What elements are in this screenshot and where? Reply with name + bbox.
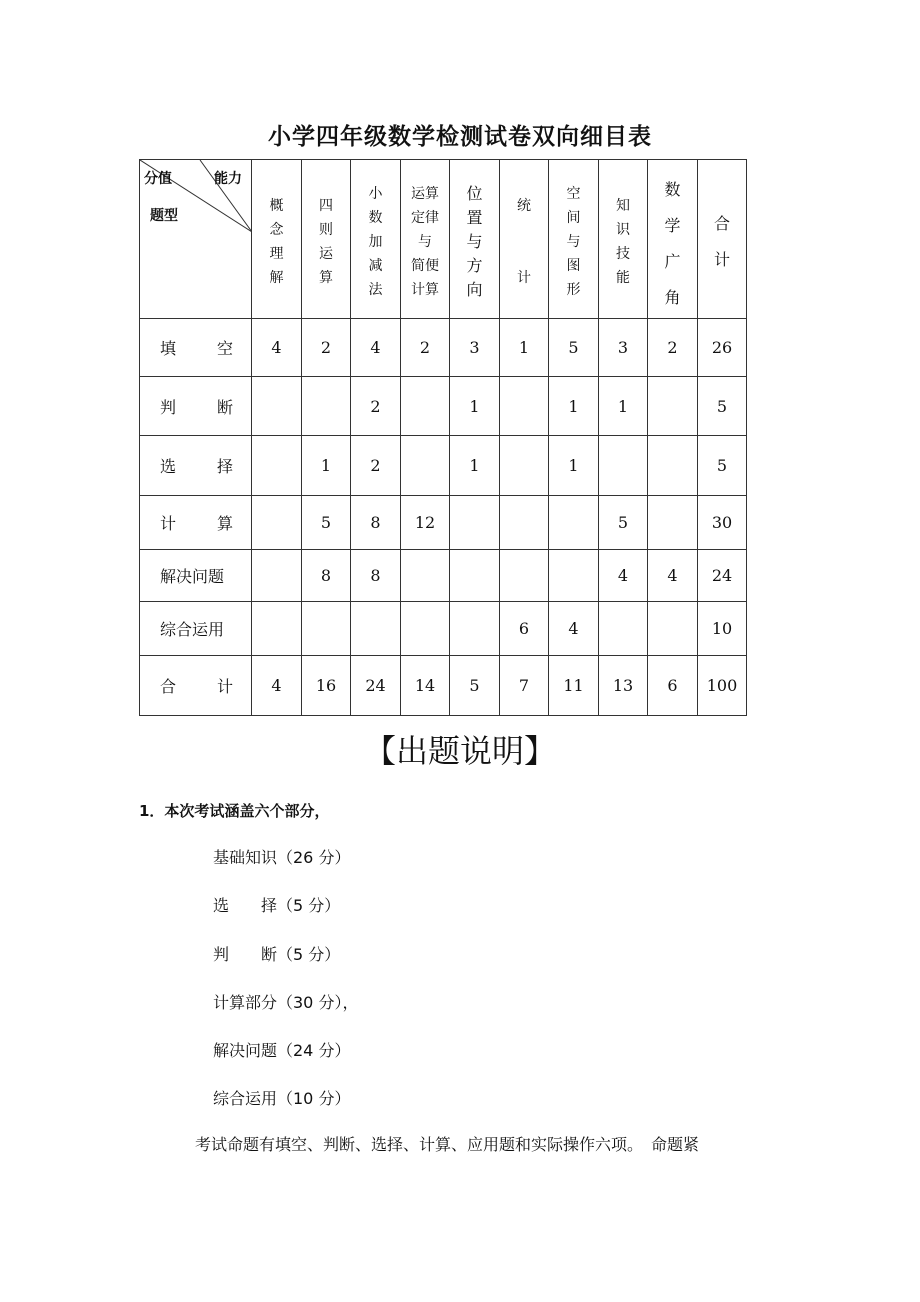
table-cell: 100 — [698, 656, 747, 716]
table-cell — [599, 602, 648, 656]
table-cell: 1 — [302, 436, 351, 496]
header-row — [140, 160, 747, 319]
table-cell — [252, 550, 302, 602]
table-cell: 11 — [549, 656, 599, 716]
column-header-text: 计算 — [411, 282, 439, 298]
row-label-text: 填 空 — [160, 339, 233, 358]
table-cell: 24 — [698, 550, 747, 602]
column-header-text: 统 — [517, 198, 531, 214]
column-header — [252, 160, 302, 319]
column-header-text: 与 — [418, 234, 432, 250]
table-cell — [648, 377, 698, 436]
table-cell: 7 — [500, 656, 549, 716]
list-item: 基础知识（26 分） — [213, 848, 351, 867]
column-header-text: 空 — [566, 186, 581, 202]
column-header-text: 数 — [664, 180, 681, 199]
table-cell — [648, 496, 698, 550]
table-cell — [549, 496, 599, 550]
table-row — [140, 436, 747, 496]
table-cell — [401, 550, 450, 602]
column-header-text: 四 — [319, 198, 333, 214]
column-header-text: 理 — [269, 246, 284, 262]
table-cell — [599, 436, 648, 496]
specification-table — [139, 159, 747, 716]
column-header-text: 概 — [269, 198, 284, 214]
table-cell: 24 — [351, 656, 401, 716]
list-item: 判 断（5 分） — [213, 944, 341, 964]
description-paragraph: 考试命题有填空、判断、选择、计算、应用题和实际操作六项。 命题紧 — [195, 1135, 700, 1154]
table-cell — [500, 436, 549, 496]
row-label — [140, 656, 252, 716]
column-header-text: 计 — [713, 250, 730, 269]
column-header-text: 计 — [517, 270, 531, 286]
table-cell: 8 — [302, 550, 351, 602]
column-header-text: 念 — [269, 222, 284, 238]
table-cell: 16 — [302, 656, 351, 716]
table-cell — [401, 436, 450, 496]
table-cell: 2 — [351, 436, 401, 496]
row-label — [140, 377, 252, 436]
table-row — [140, 377, 747, 436]
table-cell — [450, 496, 500, 550]
column-header-text: 置 — [466, 208, 483, 227]
column-header — [351, 160, 401, 319]
column-header-text: 法 — [368, 282, 383, 298]
row-label — [140, 602, 252, 656]
column-header-text: 识 — [616, 222, 630, 238]
table-cell: 1 — [599, 377, 648, 436]
table-cell: 13 — [599, 656, 648, 716]
column-header — [302, 160, 351, 319]
table-cell: 6 — [500, 602, 549, 656]
column-header-text: 运算 — [411, 186, 439, 202]
column-header-text: 角 — [664, 288, 681, 307]
column-header-text: 向 — [466, 280, 483, 299]
column-header-text: 形 — [566, 282, 581, 298]
point-1-heading: 1．本次考试涵盖六个部分， — [139, 802, 330, 820]
section-list — [213, 846, 358, 1136]
table-cell — [500, 496, 549, 550]
table-cell: 3 — [450, 319, 500, 377]
table-cell: 5 — [698, 377, 747, 436]
column-header-text: 简便 — [411, 258, 439, 274]
column-header-text: 加 — [368, 234, 383, 250]
row-label-text: 合 计 — [160, 677, 233, 696]
column-header-text: 小 — [368, 186, 383, 202]
list-item: 综合运用（10 分） — [213, 1089, 351, 1109]
table-cell — [302, 602, 351, 656]
list-item: 计算部分（30 分）， — [213, 992, 359, 1012]
column-header-text: 方 — [466, 256, 483, 275]
table-row — [140, 656, 747, 716]
table-cell: 5 — [698, 436, 747, 496]
table-cell — [401, 602, 450, 656]
column-header-text: 间 — [566, 210, 581, 226]
row-label-text: 解决问题 — [160, 567, 225, 586]
row-label-text: 综合运用 — [160, 620, 225, 639]
row-label — [140, 436, 252, 496]
corner-label-question-type: 题型 — [150, 208, 178, 224]
table-cell — [302, 377, 351, 436]
table-cell: 4 — [252, 319, 302, 377]
table-cell — [549, 550, 599, 602]
column-header — [549, 160, 599, 319]
table-cell — [252, 602, 302, 656]
list-item: 选 择（5 分） — [213, 896, 341, 916]
corner-label-score: 分值 — [144, 171, 172, 187]
column-header — [648, 160, 698, 319]
column-header-text: 则 — [319, 222, 333, 238]
table-cell: 8 — [351, 550, 401, 602]
table-cell — [500, 550, 549, 602]
column-header — [698, 160, 747, 319]
table-cell: 4 — [599, 550, 648, 602]
table-row — [140, 550, 747, 602]
table-row — [140, 602, 747, 656]
table-cell: 4 — [351, 319, 401, 377]
table-row — [140, 319, 747, 377]
column-header-text: 算 — [319, 270, 333, 286]
row-label-text: 判 断 — [160, 397, 233, 417]
column-header-text: 学 — [664, 216, 681, 235]
row-label-text: 选 择 — [160, 457, 233, 476]
column-header-text: 广 — [664, 252, 681, 271]
table-cell — [648, 436, 698, 496]
table-cell: 5 — [599, 496, 648, 550]
column-header — [401, 160, 450, 319]
column-header-text: 位 — [466, 184, 483, 203]
column-header — [599, 160, 648, 319]
table-cell: 30 — [698, 496, 747, 550]
row-label — [140, 550, 252, 602]
row-label-text: 计 算 — [160, 514, 233, 533]
table-cell: 5 — [549, 319, 599, 377]
column-header-text: 能 — [616, 270, 630, 286]
table-row — [140, 496, 747, 550]
table-cell: 6 — [648, 656, 698, 716]
table-cell: 5 — [450, 656, 500, 716]
section-title: 【出题说明】 — [363, 732, 556, 770]
row-label — [140, 319, 252, 377]
corner-label-ability: 能力 — [214, 171, 242, 187]
table-cell — [252, 436, 302, 496]
table-cell: 4 — [252, 656, 302, 716]
column-header — [450, 160, 500, 319]
table-cell: 4 — [549, 602, 599, 656]
column-header-text: 图 — [566, 258, 581, 274]
table-cell: 4 — [648, 550, 698, 602]
table-cell: 10 — [698, 602, 747, 656]
column-header-text: 与 — [566, 234, 581, 250]
column-header-text: 数 — [368, 210, 383, 226]
list-item: 解决问题（24 分） — [213, 1041, 351, 1061]
column-header-text: 与 — [466, 232, 483, 251]
column-header-text: 技 — [616, 246, 630, 262]
table-cell — [252, 377, 302, 436]
table-cell — [252, 496, 302, 550]
row-label — [140, 496, 252, 550]
column-header-text: 解 — [269, 270, 284, 286]
table-cell: 1 — [549, 377, 599, 436]
table-cell: 2 — [302, 319, 351, 377]
table-cell: 1 — [450, 377, 500, 436]
column-header-text: 减 — [368, 258, 383, 274]
table-cell: 8 — [351, 496, 401, 550]
table-cell: 2 — [648, 319, 698, 377]
table-cell: 2 — [351, 377, 401, 436]
column-header-text: 运 — [319, 246, 333, 262]
table-cell — [500, 377, 549, 436]
table-cell: 1 — [500, 319, 549, 377]
table-cell: 1 — [549, 436, 599, 496]
document-title: 小学四年级数学检测试卷双向细目表 — [268, 124, 652, 150]
table-cell: 5 — [302, 496, 351, 550]
table-cell: 3 — [599, 319, 648, 377]
column-header — [500, 160, 549, 319]
table-cell: 26 — [698, 319, 747, 377]
column-header-text: 合 — [713, 214, 730, 233]
table-cell: 12 — [401, 496, 450, 550]
table-cell: 2 — [401, 319, 450, 377]
table-cell — [450, 602, 500, 656]
table-cell: 1 — [450, 436, 500, 496]
table-cell — [648, 602, 698, 656]
table-cell — [450, 550, 500, 602]
table-cell — [351, 602, 401, 656]
column-header-text: 知 — [616, 198, 630, 214]
table-cell: 14 — [401, 656, 450, 716]
table-cell — [401, 377, 450, 436]
corner-cell — [140, 160, 252, 319]
column-header-text: 定律 — [411, 210, 439, 226]
